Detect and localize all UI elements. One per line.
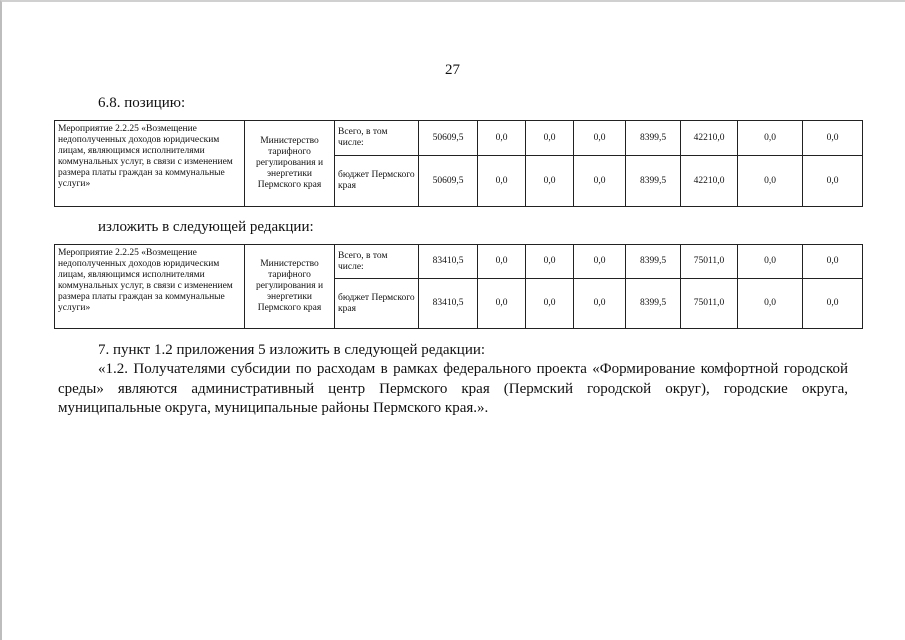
paragraph-quote: «1.2. Получателями субсидии по расходам в рамках федерального проекта «Формирование комфортной городской среды» являются административный центр Пермского края (Пермский городской округ), городские округа, муниципальные округа, муниципальные районы Пермского края.». (58, 361, 848, 416)
table-cell: 42210,0 (681, 121, 738, 156)
responsible-organization: Министерство тарифного регулирования и энергетики Пермского края (245, 121, 335, 207)
table-cell: 8399,5 (626, 121, 681, 156)
table-cell: 50609,5 (419, 156, 478, 207)
table-cell: 0,0 (526, 279, 574, 329)
table-cell: 0,0 (526, 121, 574, 156)
new-edition-heading: изложить в следующей редакции: (98, 219, 314, 235)
table-cell: 0,0 (574, 279, 626, 329)
funding-source: Всего, в том числе: (335, 121, 419, 156)
table-cell: 42210,0 (681, 156, 738, 207)
table-cell: 8399,5 (626, 245, 681, 279)
measure-description: Мероприятие 2.2.25 «Возмещение недополученных доходов юридическим лицам, являющимся исполнителями коммунальных услуг, в связи с изменением размера платы граждан за коммунальные услуги» (55, 245, 245, 329)
table-cell: 0,0 (803, 279, 863, 329)
table-row (55, 245, 863, 279)
table-cell: 0,0 (478, 245, 526, 279)
table-cell: 0,0 (803, 245, 863, 279)
table-row (55, 121, 863, 156)
table-cell: 0,0 (574, 121, 626, 156)
table-cell: 0,0 (526, 245, 574, 279)
table-cell: 0,0 (526, 156, 574, 207)
table-cell: 0,0 (478, 156, 526, 207)
table-cell: 83410,5 (419, 279, 478, 329)
table-new-position (54, 244, 863, 329)
table-cell: 50609,5 (419, 121, 478, 156)
table-cell: 0,0 (738, 245, 803, 279)
funding-source: Всего, в том числе: (335, 245, 419, 279)
table-old-position (54, 120, 863, 207)
table-cell: 8399,5 (626, 279, 681, 329)
table-cell: 83410,5 (419, 245, 478, 279)
funding-source: бюджет Пермского края (335, 156, 419, 207)
table-cell: 0,0 (574, 156, 626, 207)
table-cell: 75011,0 (681, 279, 738, 329)
table-cell: 0,0 (803, 156, 863, 207)
measure-description: Мероприятие 2.2.25 «Возмещение недополученных доходов юридическим лицам, являющимся исполнителями коммунальных услуг, в связи с изменением размера платы граждан за коммунальные услуги» (55, 121, 245, 207)
paragraph-7: 7. пункт 1.2 приложения 5 изложить в следующей редакции: (98, 342, 486, 358)
responsible-organization: Министерство тарифного регулирования и энергетики Пермского края (245, 245, 335, 329)
table-cell: 0,0 (574, 245, 626, 279)
table-cell: 0,0 (478, 121, 526, 156)
table-cell: 0,0 (803, 121, 863, 156)
page-number: 27 (445, 62, 460, 78)
table-cell: 75011,0 (681, 245, 738, 279)
table-cell: 8399,5 (626, 156, 681, 207)
table-cell: 0,0 (738, 156, 803, 207)
funding-source: бюджет Пермского края (335, 279, 419, 329)
position-heading: 6.8. позицию: (98, 95, 186, 111)
table-cell: 0,0 (738, 121, 803, 156)
table-cell: 0,0 (738, 279, 803, 329)
table-cell: 0,0 (478, 279, 526, 329)
